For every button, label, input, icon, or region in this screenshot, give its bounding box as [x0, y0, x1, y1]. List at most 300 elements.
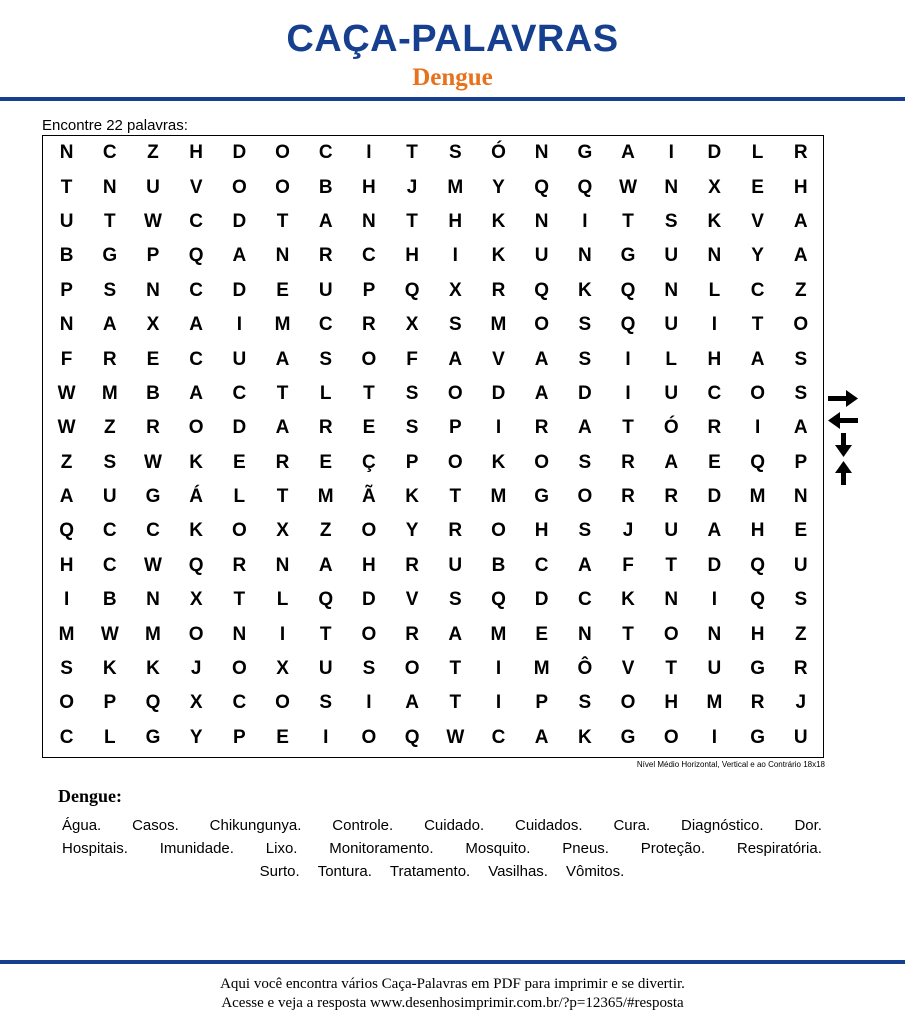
grid-letter[interactable]: R — [750, 692, 765, 714]
grid-letter[interactable]: N — [664, 176, 679, 198]
grid-letter[interactable]: U — [664, 314, 679, 336]
grid-letter[interactable]: A — [621, 142, 635, 164]
grid-letter[interactable]: K — [405, 486, 419, 508]
grid-letter[interactable]: N — [275, 245, 290, 267]
grid-letter[interactable]: U — [707, 658, 722, 680]
grid-letter[interactable]: Q — [59, 520, 74, 542]
grid-letter[interactable]: S — [578, 692, 592, 714]
grid-letter[interactable]: Z — [794, 623, 807, 645]
grid-letter[interactable]: B — [318, 176, 333, 198]
grid-letter[interactable]: C — [102, 554, 117, 576]
grid-letter[interactable]: S — [362, 658, 376, 680]
grid-letter[interactable]: R — [793, 142, 808, 164]
grid-letter[interactable]: S — [448, 589, 462, 611]
grid-letter[interactable]: C — [318, 142, 333, 164]
grid-letter[interactable]: Z — [319, 520, 332, 542]
grid-letter[interactable]: K — [189, 451, 204, 473]
grid-letter[interactable]: S — [103, 279, 117, 301]
grid-letter[interactable]: Q — [750, 451, 765, 473]
grid-letter[interactable]: R — [362, 314, 376, 336]
grid-letter[interactable]: P — [60, 279, 73, 301]
grid-letter[interactable]: A — [189, 314, 204, 336]
grid-letter[interactable]: H — [750, 520, 765, 542]
grid-letter[interactable]: O — [793, 314, 809, 336]
grid-letter[interactable]: O — [447, 451, 463, 473]
grid-letter[interactable]: L — [665, 348, 678, 370]
grid-letter[interactable]: C — [189, 210, 204, 232]
grid-letter[interactable]: X — [146, 314, 160, 336]
grid-letter[interactable]: Q — [491, 589, 506, 611]
grid-letter[interactable]: A — [275, 348, 290, 370]
grid-letter[interactable]: I — [711, 314, 718, 336]
grid-letter[interactable]: S — [319, 692, 333, 714]
grid-letter[interactable]: I — [711, 726, 718, 748]
grid-letter[interactable]: I — [63, 589, 70, 611]
grid-letter[interactable]: Y — [492, 176, 505, 198]
grid-letter[interactable]: O — [620, 692, 636, 714]
grid-letter[interactable]: O — [534, 314, 550, 336]
grid-letter[interactable]: P — [448, 417, 462, 439]
grid-letter[interactable]: O — [491, 520, 506, 542]
grid-letter[interactable]: C — [750, 279, 765, 301]
grid-letter[interactable]: D — [232, 417, 247, 439]
grid-letter[interactable]: M — [706, 692, 723, 714]
grid-letter[interactable]: N — [146, 279, 160, 301]
grid-letter[interactable]: I — [279, 623, 286, 645]
grid-letter[interactable]: S — [60, 658, 73, 680]
grid-letter[interactable]: A — [793, 245, 808, 267]
grid-letter[interactable]: X — [405, 314, 419, 336]
grid-letter[interactable]: T — [449, 658, 462, 680]
grid-letter[interactable]: S — [794, 348, 808, 370]
grid-letter[interactable]: G — [750, 726, 765, 748]
grid-letter[interactable]: B — [146, 382, 160, 404]
grid-letter[interactable]: J — [406, 176, 418, 198]
grid-letter[interactable]: Q — [318, 589, 334, 611]
grid-letter[interactable]: A — [448, 623, 463, 645]
grid-letter[interactable]: S — [578, 451, 592, 473]
grid-letter[interactable]: R — [102, 348, 117, 370]
grid-letter[interactable]: L — [708, 279, 721, 301]
grid-letter[interactable]: Q — [404, 726, 420, 748]
grid-letter[interactable]: M — [490, 623, 507, 645]
grid-letter[interactable]: H — [707, 348, 722, 370]
grid-letter[interactable]: Z — [147, 142, 159, 164]
grid-letter[interactable]: R — [491, 279, 506, 301]
grid-letter[interactable]: N — [534, 210, 549, 232]
grid-letter[interactable]: N — [275, 554, 290, 576]
grid-letter[interactable]: H — [793, 176, 808, 198]
grid-letter[interactable]: T — [276, 382, 289, 404]
grid-letter[interactable]: M — [490, 486, 507, 508]
grid-letter[interactable]: W — [100, 623, 119, 645]
grid-letter[interactable]: O — [275, 692, 290, 714]
grid-letter[interactable]: G — [145, 726, 161, 748]
grid-letter[interactable]: E — [233, 451, 246, 473]
grid-letter[interactable]: B — [102, 589, 117, 611]
grid-letter[interactable]: Q — [145, 692, 161, 714]
grid-letter[interactable]: R — [405, 623, 419, 645]
grid-letter[interactable]: G — [145, 486, 161, 508]
grid-letter[interactable]: N — [102, 176, 117, 198]
grid-letter[interactable]: G — [620, 245, 636, 267]
grid-letter[interactable]: V — [405, 589, 419, 611]
grid-letter[interactable]: H — [362, 554, 376, 576]
grid-letter[interactable]: B — [59, 245, 74, 267]
grid-letter[interactable]: Q — [750, 554, 765, 576]
grid-letter[interactable]: P — [362, 279, 376, 301]
grid-letter[interactable]: N — [664, 589, 679, 611]
grid-letter[interactable]: M — [145, 623, 161, 645]
grid-letter[interactable]: Y — [405, 520, 419, 542]
grid-letter[interactable]: C — [102, 142, 117, 164]
grid-letter[interactable]: O — [447, 382, 463, 404]
grid-letter[interactable]: Ó — [663, 417, 679, 439]
grid-letter[interactable]: R — [664, 486, 679, 508]
grid-letter[interactable]: H — [189, 142, 204, 164]
grid-letter[interactable]: I — [366, 142, 372, 164]
grid-letter[interactable]: P — [405, 451, 419, 473]
grid-letter[interactable]: T — [60, 176, 73, 198]
grid-letter[interactable]: R — [793, 658, 808, 680]
grid-letter[interactable]: C — [232, 692, 247, 714]
grid-letter[interactable]: H — [448, 210, 463, 232]
grid-letter[interactable]: X — [189, 692, 203, 714]
grid-letter[interactable]: C — [318, 314, 333, 336]
grid-letter[interactable]: H — [362, 176, 376, 198]
grid-letter[interactable]: W — [446, 726, 465, 748]
grid-letter[interactable]: A — [318, 210, 333, 232]
grid-letter[interactable]: Z — [103, 417, 116, 439]
grid-letter[interactable]: N — [707, 623, 722, 645]
grid-letter[interactable]: W — [619, 176, 637, 198]
grid-letter[interactable]: O — [750, 382, 765, 404]
grid-letter[interactable]: T — [449, 486, 462, 508]
grid-letter[interactable]: N — [59, 142, 74, 164]
grid-letter[interactable]: L — [319, 382, 332, 404]
grid-letter[interactable]: J — [622, 520, 634, 542]
grid-letter[interactable]: T — [622, 417, 634, 439]
grid-letter[interactable]: T — [751, 314, 764, 336]
grid-letter[interactable]: P — [146, 245, 160, 267]
grid-letter[interactable]: R — [232, 554, 247, 576]
grid-letter[interactable]: C — [146, 520, 160, 542]
grid-letter[interactable]: N — [362, 210, 376, 232]
grid-letter[interactable]: U — [318, 279, 333, 301]
grid-letter[interactable]: C — [707, 382, 722, 404]
grid-letter[interactable]: M — [58, 623, 75, 645]
grid-letter[interactable]: V — [492, 348, 505, 370]
grid-letter[interactable]: D — [232, 142, 247, 164]
grid-letter[interactable]: A — [534, 348, 549, 370]
grid-letter[interactable]: Q — [188, 554, 204, 576]
grid-letter[interactable]: O — [361, 623, 377, 645]
grid-letter[interactable]: F — [622, 554, 634, 576]
grid-letter[interactable]: I — [754, 417, 761, 439]
grid-letter[interactable]: I — [495, 658, 502, 680]
grid-letter[interactable]: X — [189, 589, 203, 611]
grid-letter[interactable]: U — [664, 245, 679, 267]
grid-letter[interactable]: G — [102, 245, 118, 267]
grid-letter[interactable]: N — [59, 314, 74, 336]
grid-letter[interactable]: C — [362, 245, 376, 267]
grid-letter[interactable]: Ô — [577, 658, 593, 680]
grid-letter[interactable]: D — [491, 382, 506, 404]
grid-letter[interactable]: N — [534, 142, 549, 164]
grid-letter[interactable]: L — [751, 142, 764, 164]
grid-letter[interactable]: U — [664, 520, 679, 542]
grid-letter[interactable]: G — [577, 142, 593, 164]
grid-letter[interactable]: C — [189, 348, 204, 370]
grid-letter[interactable]: H — [750, 623, 765, 645]
grid-letter[interactable]: R — [146, 417, 160, 439]
grid-letter[interactable]: O — [188, 417, 204, 439]
grid-letter[interactable]: A — [750, 348, 765, 370]
grid-letter[interactable]: S — [319, 348, 333, 370]
grid-letter[interactable]: I — [582, 210, 588, 232]
grid-letter[interactable]: X — [708, 176, 721, 198]
grid-letter[interactable]: C — [577, 589, 592, 611]
grid-letter[interactable]: D — [362, 589, 376, 611]
grid-letter[interactable]: H — [405, 245, 419, 267]
grid-letter[interactable]: U — [232, 348, 247, 370]
grid-letter[interactable]: E — [319, 451, 333, 473]
grid-letter[interactable]: O — [577, 486, 593, 508]
grid-letter[interactable]: I — [625, 382, 631, 404]
grid-letter[interactable]: K — [707, 210, 722, 232]
grid-letter[interactable]: I — [711, 589, 718, 611]
grid-letter[interactable]: U — [146, 176, 160, 198]
grid-letter[interactable]: O — [361, 726, 377, 748]
grid-letter[interactable]: S — [448, 314, 462, 336]
grid-letter[interactable]: Y — [189, 726, 203, 748]
grid-letter[interactable]: T — [622, 623, 634, 645]
grid-letter[interactable]: O — [231, 658, 247, 680]
grid-letter[interactable]: T — [103, 210, 116, 232]
grid-letter[interactable]: S — [578, 348, 592, 370]
grid-letter[interactable]: O — [275, 176, 290, 198]
grid-letter[interactable]: K — [577, 279, 592, 301]
grid-letter[interactable]: E — [751, 176, 764, 198]
grid-letter[interactable]: O — [361, 348, 377, 370]
grid-letter[interactable]: W — [57, 417, 76, 439]
grid-letter[interactable]: O — [231, 520, 247, 542]
grid-letter[interactable]: K — [491, 245, 506, 267]
grid-letter[interactable]: D — [707, 554, 722, 576]
grid-letter[interactable]: E — [794, 520, 808, 542]
grid-letter[interactable]: A — [275, 417, 290, 439]
grid-letter[interactable]: I — [625, 348, 631, 370]
grid-letter[interactable]: R — [621, 451, 635, 473]
grid-letter[interactable]: A — [793, 210, 808, 232]
grid-letter[interactable]: O — [188, 623, 204, 645]
grid-letter[interactable]: C — [491, 726, 506, 748]
grid-letter[interactable]: K — [491, 451, 506, 473]
grid-letter[interactable]: R — [405, 554, 419, 576]
grid-letter[interactable]: T — [363, 382, 375, 404]
grid-letter[interactable]: K — [102, 658, 117, 680]
grid-letter[interactable]: F — [406, 348, 418, 370]
grid-letter[interactable]: N — [664, 279, 679, 301]
grid-letter[interactable]: A — [577, 417, 592, 439]
grid-letter[interactable]: Ó — [491, 142, 506, 164]
grid-letter[interactable]: O — [534, 451, 550, 473]
grid-letter[interactable]: X — [276, 520, 289, 542]
grid-letter[interactable]: D — [232, 210, 247, 232]
grid-letter[interactable]: C — [534, 554, 549, 576]
grid-letter[interactable]: Z — [60, 451, 73, 473]
grid-letter[interactable]: W — [144, 210, 162, 232]
grid-letter[interactable]: P — [103, 692, 117, 714]
grid-letter[interactable]: I — [366, 692, 372, 714]
grid-letter[interactable]: A — [534, 726, 549, 748]
grid-letter[interactable]: Q — [620, 279, 636, 301]
grid-letter[interactable]: S — [664, 210, 678, 232]
grid-letter[interactable]: Y — [751, 245, 764, 267]
grid-letter[interactable]: L — [233, 486, 246, 508]
grid-letter[interactable]: Z — [794, 279, 807, 301]
grid-letter[interactable]: X — [448, 279, 462, 301]
grid-letter[interactable]: T — [406, 142, 418, 164]
grid-letter[interactable]: E — [535, 623, 548, 645]
grid-letter[interactable]: N — [146, 589, 160, 611]
grid-letter[interactable]: V — [751, 210, 764, 232]
grid-letter[interactable]: E — [146, 348, 160, 370]
grid-letter[interactable]: J — [190, 658, 202, 680]
grid-letter[interactable]: M — [317, 486, 334, 508]
grid-letter[interactable]: S — [405, 382, 419, 404]
grid-letter[interactable]: R — [621, 486, 635, 508]
grid-letter[interactable]: B — [491, 554, 506, 576]
grid-letter[interactable]: O — [361, 520, 377, 542]
grid-letter[interactable]: R — [448, 520, 463, 542]
grid-letter[interactable]: O — [275, 142, 290, 164]
grid-letter[interactable]: M — [101, 382, 118, 404]
grid-letter[interactable]: M — [533, 658, 550, 680]
grid-letter[interactable]: D — [577, 382, 592, 404]
grid-letter[interactable]: E — [276, 279, 289, 301]
grid-letter[interactable]: Q — [534, 279, 550, 301]
grid-letter[interactable]: M — [490, 314, 507, 336]
grid-letter[interactable]: L — [276, 589, 289, 611]
grid-letter[interactable]: T — [276, 486, 289, 508]
grid-letter[interactable]: T — [233, 589, 246, 611]
grid-letter[interactable]: I — [668, 142, 674, 164]
grid-letter[interactable]: E — [276, 726, 289, 748]
grid-letter[interactable]: O — [404, 658, 420, 680]
grid-letter[interactable]: G — [620, 726, 636, 748]
grid-letter[interactable]: S — [448, 142, 462, 164]
grid-letter[interactable]: C — [102, 520, 117, 542]
grid-letter[interactable]: K — [577, 726, 592, 748]
grid-letter[interactable]: D — [707, 142, 722, 164]
grid-letter[interactable]: I — [236, 314, 242, 336]
grid-letter[interactable]: O — [59, 692, 74, 714]
grid-letter[interactable]: L — [103, 726, 116, 748]
grid-letter[interactable]: H — [59, 554, 74, 576]
grid-letter[interactable]: D — [534, 589, 549, 611]
grid-letter[interactable]: W — [144, 451, 162, 473]
grid-letter[interactable]: Ç — [362, 451, 376, 473]
grid-letter[interactable]: X — [276, 658, 289, 680]
grid-letter[interactable]: U — [793, 726, 808, 748]
grid-letter[interactable]: U — [318, 658, 333, 680]
grid-letter[interactable]: R — [318, 245, 333, 267]
grid-letter[interactable]: Ã — [362, 486, 376, 508]
grid-letter[interactable]: F — [60, 348, 73, 370]
grid-letter[interactable]: N — [707, 245, 722, 267]
grid-letter[interactable]: T — [622, 210, 634, 232]
grid-letter[interactable]: A — [534, 382, 549, 404]
grid-letter[interactable]: W — [57, 382, 76, 404]
grid-letter[interactable]: S — [405, 417, 419, 439]
grid-letter[interactable]: O — [663, 726, 679, 748]
grid-letter[interactable]: O — [231, 176, 247, 198]
grid-letter[interactable]: M — [274, 314, 291, 336]
grid-letter[interactable]: T — [406, 210, 418, 232]
grid-letter[interactable]: T — [665, 658, 678, 680]
grid-letter[interactable]: V — [189, 176, 203, 198]
grid-letter[interactable]: R — [318, 417, 333, 439]
grid-letter[interactable]: G — [534, 486, 550, 508]
grid-letter[interactable]: K — [621, 589, 635, 611]
grid-letter[interactable]: Q — [404, 279, 420, 301]
grid-letter[interactable]: P — [233, 726, 246, 748]
grid-letter[interactable]: Á — [189, 486, 204, 508]
grid-letter[interactable]: M — [749, 486, 766, 508]
grid-letter[interactable]: O — [663, 623, 679, 645]
grid-letter[interactable]: A — [707, 520, 722, 542]
grid-letter[interactable]: I — [452, 245, 458, 267]
grid-letter[interactable]: J — [795, 692, 807, 714]
grid-letter[interactable]: H — [534, 520, 549, 542]
grid-letter[interactable]: S — [103, 451, 117, 473]
grid-letter[interactable]: S — [578, 314, 592, 336]
grid-letter[interactable]: Q — [534, 176, 550, 198]
grid-letter[interactable]: A — [232, 245, 247, 267]
grid-letter[interactable]: T — [449, 692, 462, 714]
grid-letter[interactable]: U — [793, 554, 808, 576]
grid-letter[interactable]: Q — [577, 176, 593, 198]
grid-letter[interactable]: A — [448, 348, 463, 370]
grid-letter[interactable]: V — [621, 658, 635, 680]
grid-letter[interactable]: K — [189, 520, 204, 542]
grid-letter[interactable]: U — [664, 382, 679, 404]
grid-letter[interactable]: N — [577, 245, 592, 267]
grid-letter[interactable]: S — [794, 382, 808, 404]
grid-letter[interactable]: R — [275, 451, 290, 473]
grid-letter[interactable]: U — [534, 245, 549, 267]
grid-letter[interactable]: T — [319, 623, 332, 645]
grid-letter[interactable]: A — [405, 692, 419, 714]
grid-letter[interactable]: N — [577, 623, 592, 645]
grid-letter[interactable]: D — [707, 486, 722, 508]
grid-letter[interactable]: C — [232, 382, 247, 404]
grid-letter[interactable]: R — [534, 417, 549, 439]
grid-letter[interactable]: K — [491, 210, 506, 232]
grid-letter[interactable]: M — [447, 176, 464, 198]
grid-letter[interactable]: A — [577, 554, 592, 576]
grid-letter[interactable]: A — [102, 314, 117, 336]
grid-letter[interactable]: E — [362, 417, 376, 439]
grid-letter[interactable]: R — [707, 417, 722, 439]
grid-letter[interactable]: H — [664, 692, 679, 714]
grid-letter[interactable]: S — [578, 520, 592, 542]
grid-letter[interactable]: P — [794, 451, 808, 473]
grid-letter[interactable]: P — [535, 692, 548, 714]
grid-letter[interactable]: I — [495, 692, 502, 714]
grid-letter[interactable]: S — [794, 589, 808, 611]
